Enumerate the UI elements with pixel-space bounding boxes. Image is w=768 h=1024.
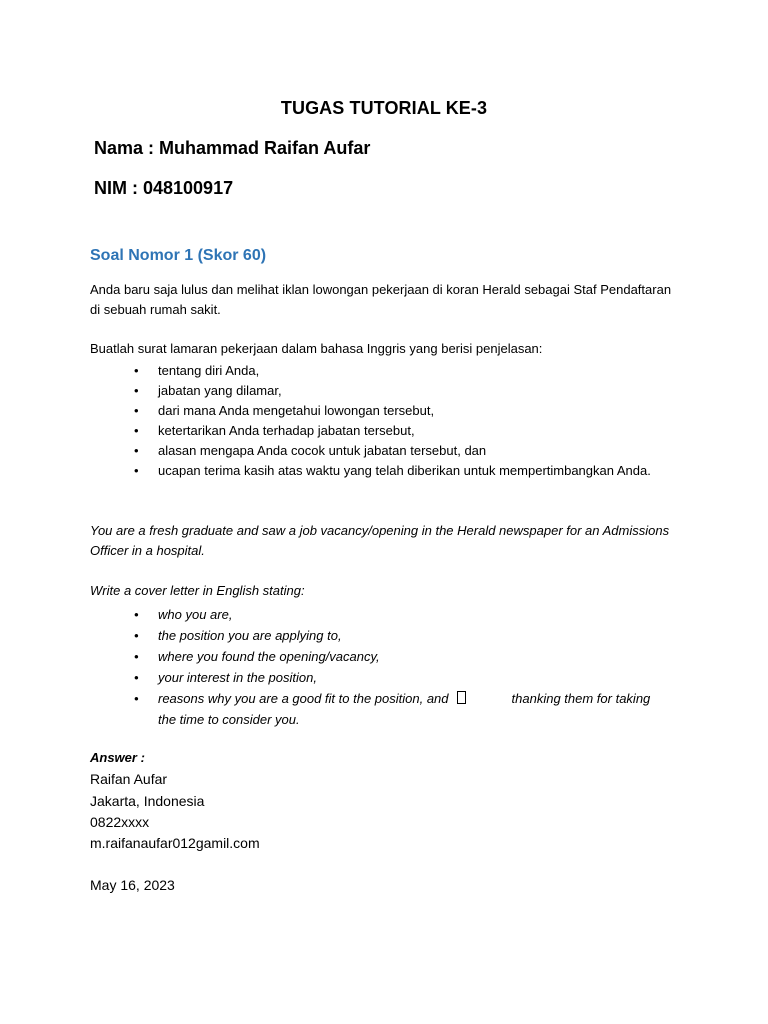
list-item: • tentang diri Anda,	[90, 361, 680, 381]
list-item-part-a: reasons why you are a good fit to the position, and	[158, 691, 449, 706]
list-item: • ketertarikan Anda terhadap jabatan tersebut,	[90, 421, 680, 441]
question-heading: Soal Nomor 1 (Skor 60)	[90, 247, 267, 264]
sender-email: m.raifanaufar012gamil.com	[90, 835, 260, 851]
answer-label: Answer :	[90, 750, 145, 765]
list-item: • dari mana Anda mengetahui lowongan tersebut,	[90, 401, 680, 421]
intro-paragraph-id: Anda baru saja lulus dan melihat iklan lowongan pekerjaan di koran Herald sebagai Staf Pendaftaran di sebuah rumah sakit.	[90, 282, 672, 317]
sender-name: Raifan Aufar	[90, 771, 168, 787]
intro-paragraph-en: You are a fresh graduate and saw a job vacancy/opening in the Herald newspaper for an Admissions Officer in a hospital.	[90, 523, 670, 558]
student-name: Nama : Muhammad Raifan Aufar	[94, 138, 371, 158]
missing-glyph-icon	[457, 691, 466, 704]
requirements-list-en	[90, 604, 680, 730]
list-item: • ucapan terima kasih atas waktu yang telah diberikan untuk mempertimbangkan Anda.	[90, 461, 680, 481]
student-nim: NIM : 048100917	[94, 178, 234, 198]
instruction-paragraph-en: Write a cover letter in English stating:	[90, 583, 305, 598]
letter-date: May 16, 2023	[90, 877, 175, 893]
list-item: • your interest in the position,	[90, 667, 680, 688]
list-item: • who you are,	[90, 604, 680, 625]
list-item: • alasan mengapa Anda cocok untuk jabatan tersebut, dan	[90, 441, 680, 461]
list-item: • where you found the opening/vacancy,	[90, 646, 680, 667]
document-title: TUGAS TUTORIAL KE-3	[280, 98, 488, 118]
list-item: • the position you are applying to,	[90, 625, 680, 646]
list-item-part-b: thanking them for taking the time to consider you.	[158, 691, 651, 727]
sender-location: Jakarta, Indonesia	[90, 793, 205, 809]
list-item: • jabatan yang dilamar,	[90, 381, 680, 401]
sender-phone: 0822xxxx	[90, 814, 150, 830]
requirements-list-id	[90, 361, 680, 481]
instruction-paragraph-id: Buatlah surat lamaran pekerjaan dalam bahasa Inggris yang berisi penjelasan:	[90, 341, 543, 356]
list-item	[90, 688, 680, 730]
